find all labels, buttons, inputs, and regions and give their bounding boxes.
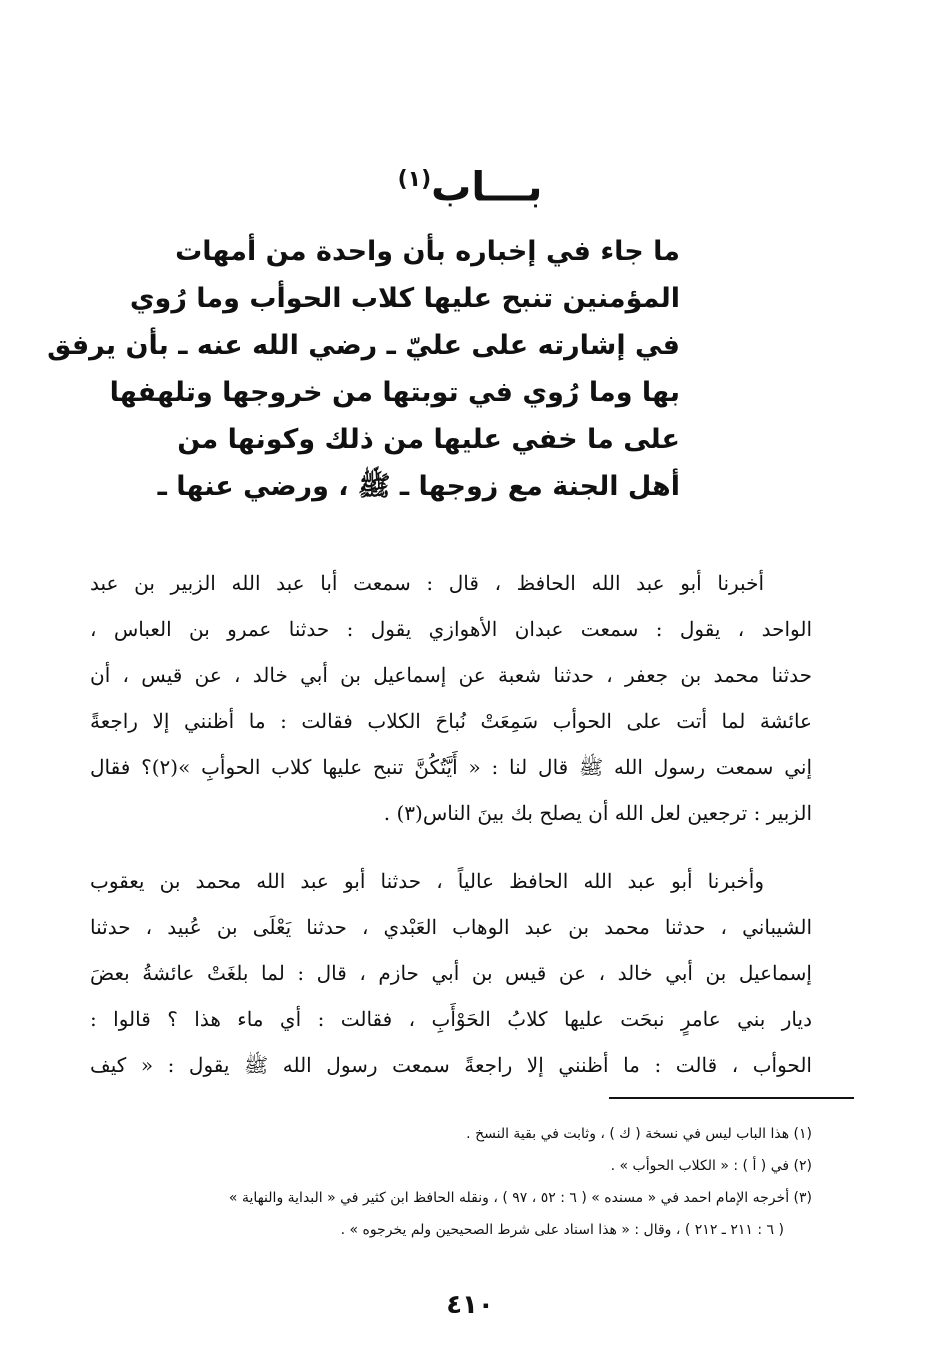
chapter-title: بـــاب (431, 164, 543, 211)
body-line: الشيباني ، حدثنا محمد بن عبد الوهاب العَبْدي ، حدثنا يَعْلَى بن عُبيد ، حدثنا (90, 915, 812, 939)
subtitle-line: بها وما رُوي في توبتها من خروجها وتلهفها (109, 377, 680, 408)
footnotes (200, 1118, 812, 1246)
chapter-subtitle (47, 228, 680, 510)
body-line: وأخبرنا أبو عبد الله الحافظ عالياً ، حدثنا أبو عبد الله محمد بن يعقوب (90, 869, 764, 893)
body-line: الواحد ، يقول : سمعت عبدان الأهوازي يقول : حدثنا عمرو بن العباس ، (90, 617, 812, 641)
subtitle-line: على ما خفي عليها من ذلك وكونها من (177, 424, 680, 455)
footnote: (١) هذا الباب ليس في نسخة ( ك ) ، وثابت في بقية النسخ . (466, 1126, 812, 1142)
chapter-heading (0, 150, 940, 217)
footnote-divider (609, 1097, 854, 1099)
subtitle-line: ما جاء في إخباره بأن واحدة من أمهات (175, 236, 680, 267)
footnote: (٣) أخرجه الإمام احمد في « مسنده » ( ٦ : ٥٢ ، ٩٧ ) ، ونقله الحافظ ابن كثير في « البداية والنهاية » (228, 1190, 812, 1206)
body-line: ديار بني عامرٍ نبحَت عليها كلابُ الحَوْأَبِ ، فقالت : أي ماء هذا ؟ قالوا : (90, 1007, 812, 1031)
footnote: ( ٦ : ٢١١ ـ ٢١٢ ) ، وقال : « هذا اسناد على شرط الصحيحين ولم يخرجوه » . (340, 1222, 784, 1238)
subtitle-line: المؤمنين تنبح عليها كلاب الحوأب وما رُوي (129, 283, 680, 314)
subtitle-line: أهل الجنة مع زوجها ـ ﷺ ، ورضي عنها ـ (157, 471, 680, 502)
body-line: أخبرنا أبو عبد الله الحافظ ، قال : سمعت أبا عبد الله الزبير بن عبد (90, 571, 764, 595)
body-line: حدثنا محمد بن جعفر ، حدثنا شعبة عن إسماعيل بن أبي خالد ، عن قيس ، أن (90, 663, 812, 687)
body-line: الحوأب ، قالت : ما أظنني إلا راجعةً سمعت رسول الله ﷺ يقول : « كيف (90, 1053, 812, 1077)
body-text (90, 560, 812, 1088)
body-line: الزبير : ترجعين لعل الله أن يصلح بك بينَ الناس(٣) . (383, 801, 812, 825)
body-line: إني سمعت رسول الله ﷺ قال لنا : « أَيَّتُكُنَّ تنبح عليها كلاب الحوأبِ »(٢)؟ فقال (90, 755, 813, 779)
body-line: عائشة لما أتت على الحوأب سَمِعَتْ نُباحَ الكلاب فقالت : ما أظنني إلا راجعةً (90, 709, 812, 733)
subtitle-line: في إشارته على عليّ ـ رضي الله عنه ـ بأن يرفق (47, 330, 680, 361)
footnote: (٢) في ( أ ) : « الكلاب الحوأب » . (610, 1158, 812, 1174)
footnote-marker: (١) (397, 167, 432, 192)
body-line: إسماعيل بن أبي خالد ، عن قيس بن أبي حازم ، قال : لما بلغَتْ عائشةُ بعضَ (90, 961, 812, 985)
page-number: ٤١٠ (446, 1290, 494, 1320)
